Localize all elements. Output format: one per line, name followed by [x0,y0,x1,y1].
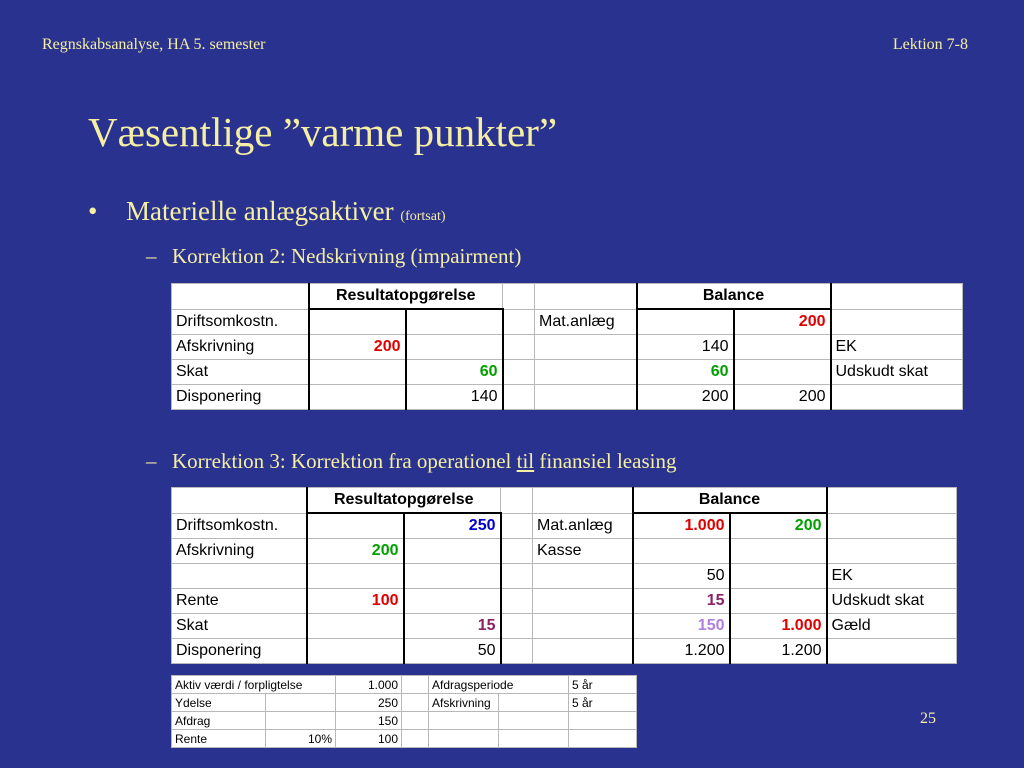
sub-bullet-text: Korrektion 2: Nedskrivning (impairment) [172,244,522,268]
table-impairment [171,283,963,410]
header-resultatopgorelse: Resultatopgørelse [309,284,503,310]
row-label: Afskrivning [172,539,307,564]
bullet-materielle [88,196,446,227]
header-balance: Balance [637,284,831,310]
table-leasing [171,487,957,664]
assumption-label: Ydelse [172,694,266,712]
assumption-label: Afdragsperiode [429,676,569,694]
table-row: Afskrivning 200 Kasse [172,539,957,564]
table-row: Rente 100 15 Udskudt skat [172,589,957,614]
assumption-label: Aktiv værdi / forpligtelse [172,676,336,694]
assumption-label: Afdrag [172,712,266,730]
table-row: Skat 60 60 Udskudt skat [172,360,963,385]
sub-bullet-text-pre: Korrektion 3: Korrektion fra operationel [172,449,517,473]
table-row: Disponering 140 200 200 [172,385,963,410]
bullet-icon: • [88,196,98,226]
balance-label [535,385,637,410]
row-label: Disponering [172,385,309,410]
balance-label [535,360,637,385]
table-leasing-assumptions [171,675,637,748]
sub-bullet-korrektion-3 [146,449,676,474]
row-label [172,564,307,589]
balance-label: Kasse [533,539,633,564]
balance-label: Mat.anlæg [535,309,637,335]
dash-icon: – [146,449,157,473]
course-header: Regnskabsanalyse, HA 5. semester [42,36,266,53]
bullet-note: (fortsat) [400,209,446,224]
page-number: 25 [920,710,936,727]
table-row [172,284,963,310]
sub-bullet-text-post: finansiel leasing [534,449,677,473]
slide-title: Væsentlige ”varme punkter” [88,109,558,155]
table-row: Afskrivning 200 140 EK [172,335,963,360]
lecture-header: Lektion 7-8 [892,36,968,53]
balance-label: Mat.anlæg [533,513,633,539]
assumption-label: Afskrivning [429,694,499,712]
balance-label [533,564,633,589]
header-balance: Balance [633,488,827,514]
table-row [172,488,957,514]
sub-bullet-korrektion-2 [146,244,521,269]
table-row: Skat 15 150 1.000 Gæld [172,614,957,639]
row-label: Driftsomkostn. [172,309,309,335]
table-row: Driftsomkostn. 250 Mat.anlæg 1.000 200 [172,513,957,539]
row-label: Rente [172,589,307,614]
balance-label [533,589,633,614]
table-row: Driftsomkostn. Mat.anlæg 200 [172,309,963,335]
row-label: Driftsomkostn. [172,513,307,539]
table-row: Ydelse 250 Afskrivning 5 år [172,694,637,712]
row-label: Afskrivning [172,335,309,360]
bullet-text: Materielle anlægsaktiver [126,196,394,226]
assumption-label: Rente [172,730,266,748]
balance-label [533,614,633,639]
header-resultatopgorelse: Resultatopgørelse [307,488,501,514]
balance-label [535,335,637,360]
sub-bullet-text-underlined: til [516,449,535,473]
row-label: Skat [172,614,307,639]
table-row: Disponering 50 1.200 1.200 [172,639,957,664]
row-label: Disponering [172,639,307,664]
balance-label [533,639,633,664]
row-label: Skat [172,360,309,385]
table-row: Afdrag 150 [172,712,637,730]
table-row: 50 EK [172,564,957,589]
dash-icon: – [146,244,157,268]
table-row: Rente 10% 100 [172,730,637,748]
table-row: Aktiv værdi / forpligtelse 1.000 Afdragsperiode 5 år [172,676,637,694]
